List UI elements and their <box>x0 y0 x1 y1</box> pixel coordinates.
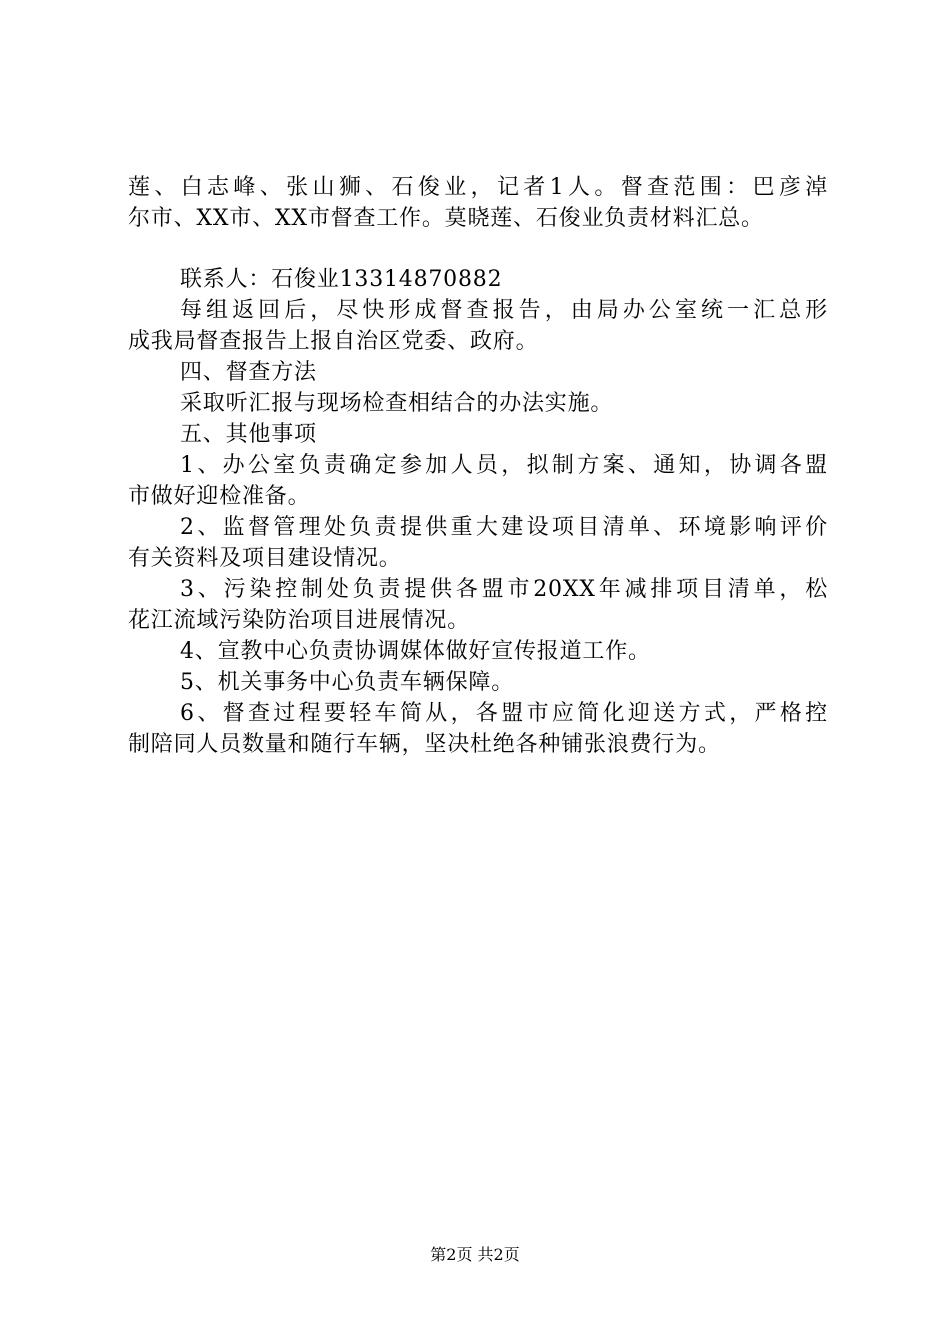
contact-line: 联系人：石俊业13314870882 <box>180 267 503 292</box>
document-body <box>128 172 828 760</box>
paragraph-line: 成我局督查报告上报自治区党委、政府。 <box>128 329 539 354</box>
list-item-line: 6、督查过程要轻车简从，各盟市应简化迎送方式，严格控 <box>180 701 828 726</box>
list-item-line: 2、监督管理处负责提供重大建设项目清单、环境影响评价 <box>180 515 828 540</box>
paragraph-line: 采取听汇报与现场检查相结合的办法实施。 <box>180 391 614 416</box>
paragraph-line: 尔市、XX市、XX市督查工作。莫晓莲、石俊业负责材料汇总。 <box>128 206 764 231</box>
list-item-line: 有关资料及项目建设情况。 <box>128 546 402 571</box>
list-item-line: 1、办公室负责确定参加人员，拟制方案、通知，协调各盟 <box>180 453 828 478</box>
list-item-line: 5、机关事务中心负责车辆保障。 <box>180 670 514 695</box>
list-item-line: 4、宣教中心负责协调媒体做好宣传报道工作。 <box>180 639 651 664</box>
list-item-line: 花江流域污染防治项目进展情况。 <box>128 608 471 633</box>
paragraph-gap <box>128 234 828 264</box>
list-item-line: 制陪同人员数量和随行车辆，坚决杜绝各种铺张浪费行为。 <box>128 732 721 757</box>
paragraph-line: 每组返回后，尽快形成督查报告，由局办公室统一汇总形 <box>180 298 828 323</box>
section-heading: 五、其他事项 <box>180 422 317 447</box>
page-footer: 第2页 共2页 <box>430 1245 520 1264</box>
paragraph-line: 莲、白志峰、张山狮、石俊业，记者1人。督查范围：巴彦淖 <box>128 175 828 200</box>
list-item-line: 市做好迎检准备。 <box>128 484 311 509</box>
section-heading: 四、督查方法 <box>180 360 317 385</box>
list-item-line: 3、污染控制处负责提供各盟市20XX年减排项目清单，松 <box>180 577 828 602</box>
